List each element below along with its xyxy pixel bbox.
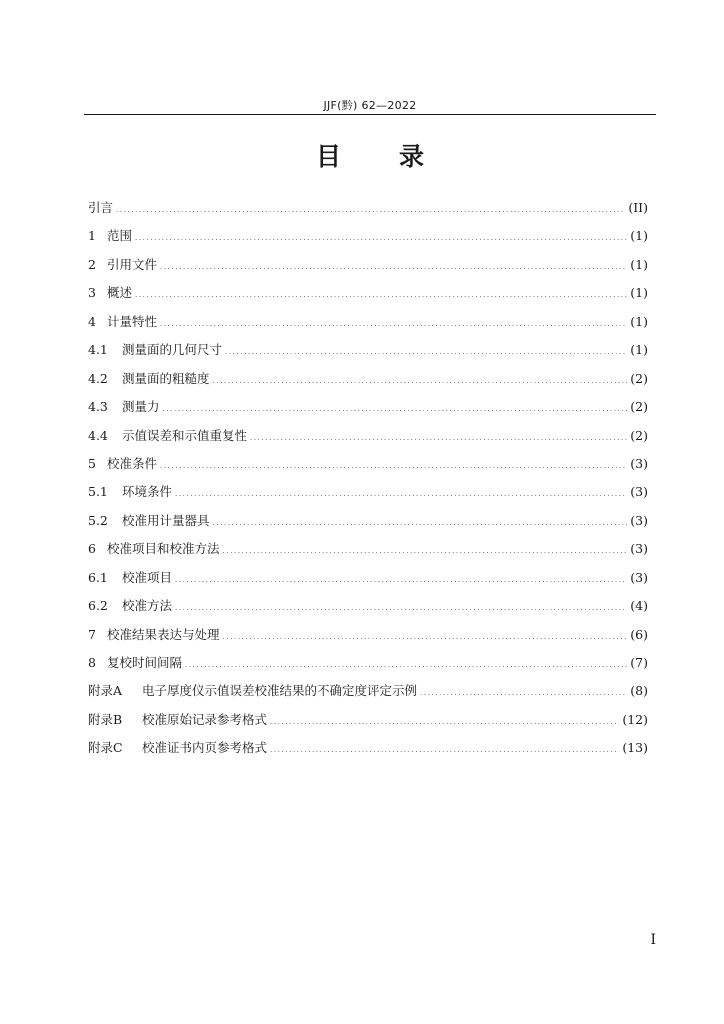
toc-entry-number: 附录C — [88, 740, 123, 756]
toc-entry-label: 引言 — [88, 200, 114, 215]
toc-entry-3[interactable] — [88, 283, 648, 311]
toc-leader-dots — [175, 576, 627, 584]
toc-entry-label: 示值误差和示值重复性 — [122, 427, 248, 443]
toc-entry-page: (8) — [630, 683, 648, 699]
toc-entry-number: 6.2 — [88, 598, 108, 614]
toc-entry-page: (12) — [622, 711, 648, 727]
toc-leader-dots — [163, 405, 628, 413]
toc-entry-page: (3) — [630, 541, 648, 557]
toc-entry-page: (6) — [630, 626, 648, 642]
toc-entry-appendix-c[interactable] — [88, 738, 648, 766]
toc-title: 目录 — [315, 142, 482, 171]
toc-entry-4-4[interactable] — [88, 426, 648, 454]
toc-entry-number: 5.2 — [88, 512, 108, 528]
toc-entry-2[interactable] — [88, 255, 648, 283]
toc-entry-label: 校准用计量器具 — [122, 512, 210, 528]
toc-entry-number: 3 — [88, 285, 96, 301]
toc-entry-number: 4.2 — [88, 370, 108, 386]
toc-entry-page: (7) — [630, 655, 648, 670]
toc-leader-dots — [420, 689, 627, 697]
toc-entry-label: 校准项目 — [122, 569, 173, 585]
toc-entry-number: 4.3 — [88, 399, 108, 415]
toc-leader-dots — [160, 320, 627, 328]
header-divider — [84, 114, 656, 115]
toc-entry-number: 2 — [88, 256, 96, 272]
page-number: I — [650, 932, 656, 948]
toc-entry-number: 5 — [88, 455, 96, 471]
toc-entry-page: (3) — [630, 455, 648, 471]
toc-entry-label: 复校时间间隔 — [107, 655, 183, 670]
toc-leader-dots — [160, 263, 627, 271]
toc-entry-page: (3) — [630, 569, 648, 585]
toc-entry-number: 附录B — [88, 711, 123, 727]
toc-entry-page: (1) — [630, 313, 648, 329]
toc-leader-dots — [213, 377, 628, 385]
toc-entry-number: 4.1 — [88, 342, 108, 358]
toc-entry-page: (1) — [630, 228, 648, 244]
toc-entry-number: 4.4 — [88, 427, 108, 443]
toc-leader-dots — [175, 604, 627, 612]
toc-leader-dots — [223, 633, 628, 641]
toc-entry-page: (3) — [630, 484, 648, 500]
toc-leader-dots — [185, 661, 627, 669]
toc-entry-appendix-a[interactable] — [88, 681, 648, 709]
toc-entry-page: (1) — [630, 285, 648, 301]
toc-leader-dots — [135, 234, 627, 242]
toc-entry-4[interactable] — [88, 312, 648, 340]
toc-list — [88, 198, 648, 767]
toc-entry-6[interactable] — [88, 539, 648, 567]
toc-entry-page: (13) — [622, 740, 648, 756]
toc-entry-page: (3) — [630, 512, 648, 528]
toc-entry-label: 范围 — [107, 228, 133, 244]
toc-entry-6-1[interactable] — [88, 568, 648, 596]
toc-entry-label: 引用文件 — [107, 256, 158, 272]
toc-entry-4-2[interactable] — [88, 369, 648, 397]
toc-entry-number: 4 — [88, 313, 96, 329]
toc-leader-dots — [270, 718, 619, 726]
toc-entry-5-2[interactable] — [88, 511, 648, 539]
toc-leader-dots — [270, 746, 619, 754]
document-code-header: JJF(黔) 62—2022 — [323, 99, 417, 112]
toc-entry-page: (4) — [630, 598, 648, 614]
toc-entry-5-1[interactable] — [88, 482, 648, 510]
toc-entry-label: 测量面的几何尺寸 — [122, 342, 223, 358]
toc-entry-page: (2) — [630, 399, 648, 415]
toc-entry-label: 校准方法 — [122, 598, 173, 614]
toc-leader-dots — [225, 348, 627, 356]
toc-leader-dots — [213, 519, 628, 527]
toc-entry-label: 校准项目和校准方法 — [107, 541, 220, 557]
toc-leader-dots — [175, 490, 627, 498]
toc-entry-label: 环境条件 — [122, 484, 173, 500]
toc-leader-dots — [223, 547, 628, 555]
toc-leader-dots — [116, 206, 625, 214]
toc-entry-label: 概述 — [107, 285, 133, 301]
toc-entry-appendix-b[interactable] — [88, 710, 648, 738]
toc-entry-number: 1 — [88, 228, 96, 244]
toc-entry-8[interactable] — [88, 653, 648, 681]
toc-entry-number: 附录A — [88, 683, 123, 699]
toc-entry-page: (II) — [628, 200, 648, 215]
toc-entry-number: 5.1 — [88, 484, 108, 500]
toc-entry-label: 测量面的粗糙度 — [122, 370, 210, 386]
toc-entry-page: (2) — [630, 427, 648, 443]
toc-entry-label: 电子厚度仪示值误差校准结果的不确定度评定示例 — [142, 683, 418, 699]
toc-entry-4-1[interactable] — [88, 340, 648, 368]
toc-entry-label: 计量特性 — [107, 313, 158, 329]
toc-leader-dots — [160, 462, 627, 470]
toc-entry-label: 校准结果表达与处理 — [107, 626, 220, 642]
toc-entry-7[interactable] — [88, 625, 648, 653]
toc-entry-1[interactable] — [88, 226, 648, 254]
toc-entry-label: 校准原始记录参考格式 — [142, 711, 268, 727]
toc-entry-label: 校准证书内页参考格式 — [142, 740, 268, 756]
toc-entry-label: 测量力 — [122, 399, 160, 415]
toc-entry-4-3[interactable] — [88, 397, 648, 425]
toc-entry-page: (1) — [630, 256, 648, 272]
toc-entry-label: 校准条件 — [107, 455, 158, 471]
toc-entry-page: (2) — [630, 370, 648, 386]
toc-leader-dots — [135, 291, 627, 299]
toc-entry-page: (1) — [630, 342, 648, 358]
toc-entry-number: 6.1 — [88, 569, 108, 585]
toc-entry-6-2[interactable] — [88, 596, 648, 624]
toc-entry-number: 8 — [88, 655, 96, 670]
toc-entry-5[interactable] — [88, 454, 648, 482]
toc-entry-introduction[interactable] — [88, 198, 648, 226]
toc-entry-number: 6 — [88, 541, 96, 557]
toc-leader-dots — [250, 434, 627, 442]
toc-entry-number: 7 — [88, 626, 96, 642]
